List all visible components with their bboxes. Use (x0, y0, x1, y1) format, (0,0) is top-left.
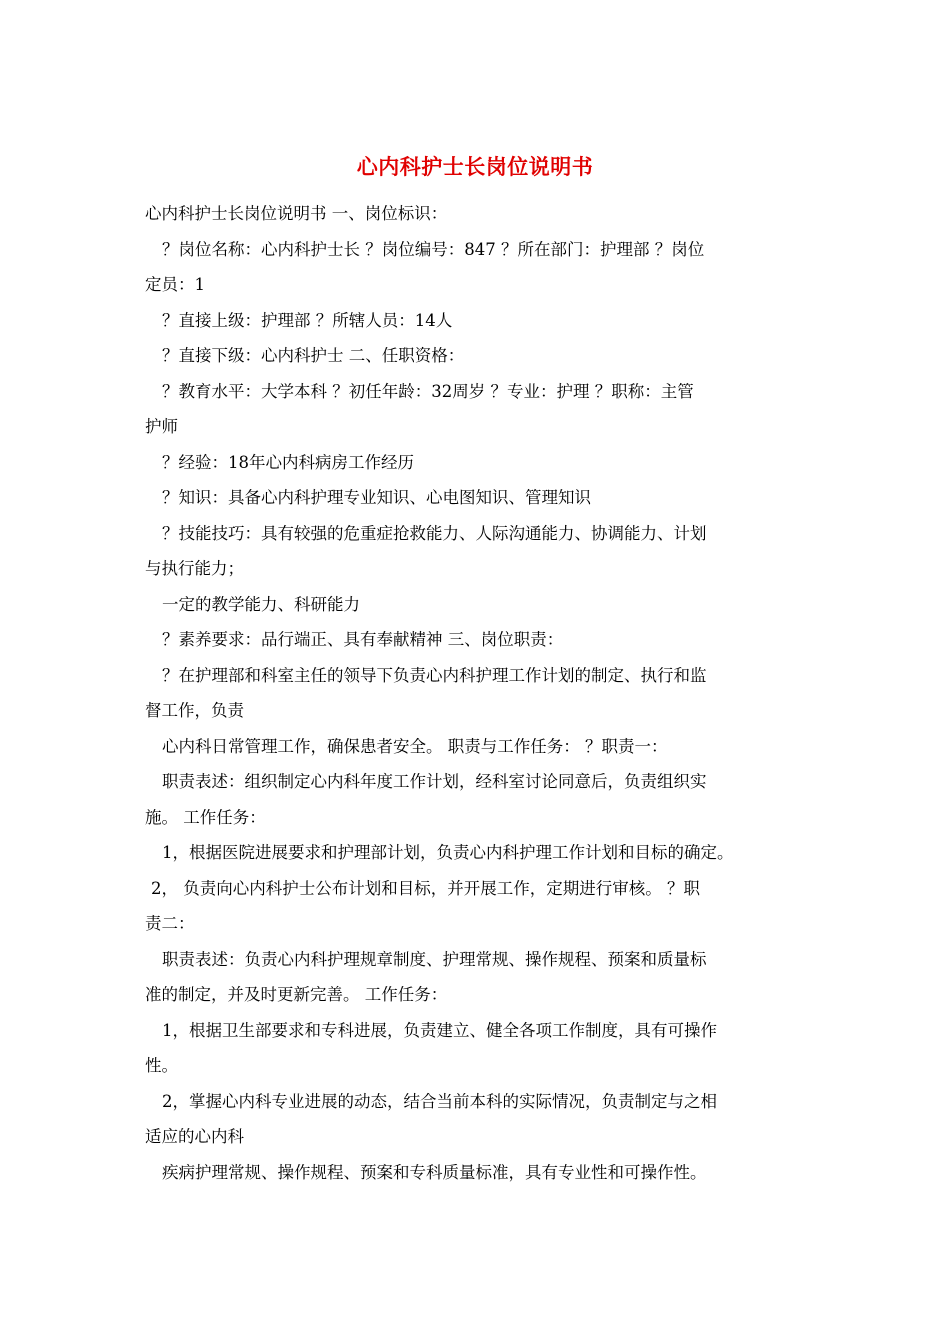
body-line: 2， 负责向心内科护士公布计划和目标，并开展工作，定期进行审核。 ？职 (151, 878, 700, 898)
body-line: 心内科护士长岗位说明书 一、岗位标识： (145, 204, 448, 223)
body-line: ？岗位名称：心内科护士长 ？岗位编号：847 ？所在部门：护理部 ？岗位 (162, 239, 705, 259)
body-line: 一定的教学能力、科研能力 (162, 594, 360, 614)
body-line: 疾病护理常规、操作规程、预案和专科质量标准，具有专业性和可操作性。 (162, 1162, 707, 1182)
body-line: 2，掌握心内科专业进展的动态，结合当前本科的实际情况，负责制定与之相 (162, 1091, 717, 1111)
body-line: ？技能技巧：具有较强的危重症抢救能力、人际沟通能力、协调能力、计划 (162, 523, 707, 543)
body-line: 心内科日常管理工作，确保患者安全。 职责与工作任务： ？职责一： (162, 736, 668, 756)
body-line: 定员：1 (145, 275, 205, 294)
body-line: 职责表述：负责心内科护理规章制度、护理常规、操作规程、预案和质量标 (162, 949, 707, 969)
body-line: ？经验：18年心内科病房工作经历 (162, 452, 414, 472)
body-line: 性。 (145, 1056, 178, 1075)
body-line: 督工作，负责 (145, 701, 244, 720)
document-title: 心内科护士长岗位说明书 (356, 154, 594, 179)
body-line: 1，根据卫生部要求和专科进展，负责建立、健全各项工作制度，具有可操作 (162, 1020, 717, 1040)
body-line: 1，根据医院进展要求和护理部计划，负责心内科护理工作计划和目标的确定。 (162, 843, 734, 862)
body-line: 责二： (145, 914, 195, 933)
body-line: ？素养要求：品行端正、具有奉献精神 三、岗位职责： (162, 630, 564, 649)
body-line: 职责表述：组织制定心内科年度工作计划，经科室讨论同意后，负责组织实 (162, 772, 707, 791)
document-body (145, 196, 825, 1190)
body-line: 适应的心内科 (145, 1127, 244, 1146)
body-line: ？知识：具备心内科护理专业知识、心电图知识、管理知识 (162, 488, 591, 507)
body-line: ？直接上级：护理部 ？所辖人员：14人 (162, 310, 453, 330)
body-line: 护师 (145, 417, 178, 436)
body-line: ？在护理部和科室主任的领导下负责心内科护理工作计划的制定、执行和监 (162, 665, 707, 685)
body-line: ？教育水平：大学本科 ？初任年龄：32周岁 ？专业：护理 ？职称：主管 (162, 381, 694, 401)
body-line: 施。 工作任务： (145, 807, 266, 827)
body-line: 准的制定，并及时更新完善。 工作任务： (145, 985, 448, 1004)
body-line: ？直接下级：心内科护士 二、任职资格： (162, 346, 465, 365)
body-line: 与执行能力； (145, 559, 244, 578)
